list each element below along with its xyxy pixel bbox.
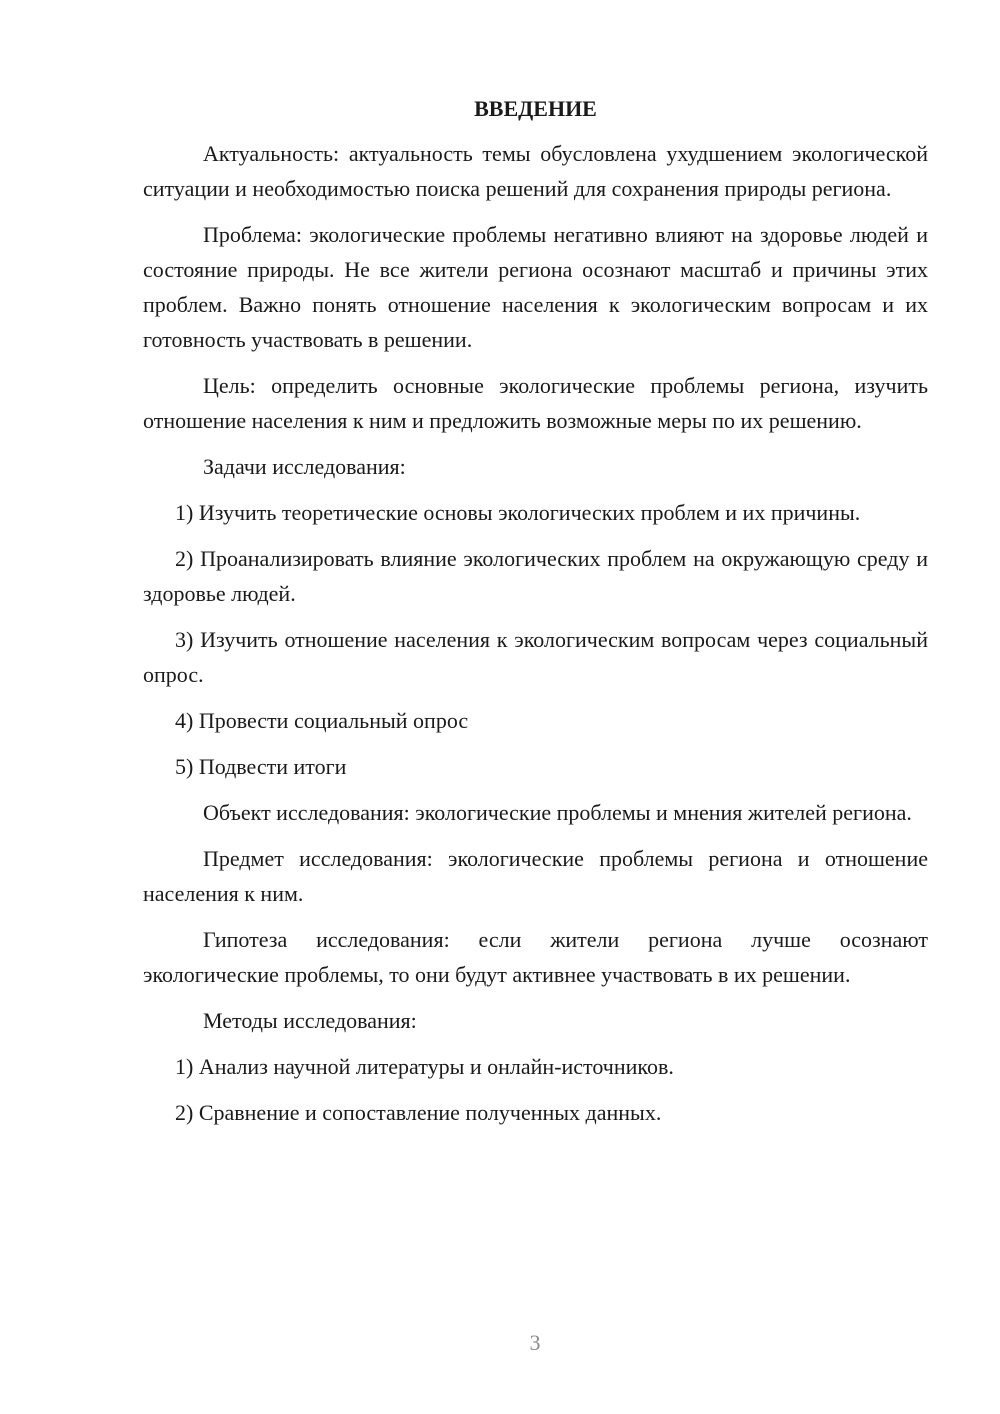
list-item-task-2: 2) Проанализировать влияние экологических проблем на окружающую среду и здоровье людей. [143, 546, 928, 606]
list-item-task-5: 5) Подвести итоги [175, 754, 347, 779]
paragraph-relevance: Актуальность: актуальность темы обусловлена ухудшением экологической ситуации и необходимостью поиска решений для сохранения природы региона. [143, 141, 928, 201]
page-number: 3 [529, 1330, 541, 1355]
list-item-method-1: 1) Анализ научной литературы и онлайн-источников. [175, 1054, 674, 1079]
section-title: ВВЕДЕНИЕ [474, 96, 597, 121]
list-item-task-3: 3) Изучить отношение населения к экологическим вопросам через социальный опрос. [143, 627, 928, 687]
list-item-task-4: 4) Провести социальный опрос [175, 708, 469, 733]
paragraph-tasks-heading: Задачи исследования: [203, 454, 406, 479]
paragraph-problem: Проблема: экологические проблемы негативно влияют на здоровье людей и состояние природы. Не все жители региона осознают масштаб и причины этих проблем. Важно понять отношение населения к экологическим вопросам и их готовность участвовать в решении. [143, 222, 928, 352]
document-page [143, 94, 928, 1141]
paragraph-subject: Предмет исследования: экологические проблемы региона и отношение населения к ним. [143, 846, 928, 906]
paragraph-hypothesis: Гипотеза исследования: если жители региона лучше осознают экологические проблемы, то они будут активнее участвовать в их решении. [143, 927, 928, 987]
paragraph-goal: Цель: определить основные экологические проблемы региона, изучить отношение населения к ним и предложить возможные меры по их решению. [143, 373, 928, 433]
list-item-task-1: 1) Изучить теоретические основы экологических проблем и их причины. [175, 500, 861, 525]
paragraph-methods-heading: Методы исследования: [203, 1008, 417, 1033]
list-item-method-2: 2) Сравнение и сопоставление полученных данных. [175, 1100, 662, 1125]
paragraph-object: Объект исследования: экологические проблемы и мнения жителей региона. [203, 800, 912, 825]
